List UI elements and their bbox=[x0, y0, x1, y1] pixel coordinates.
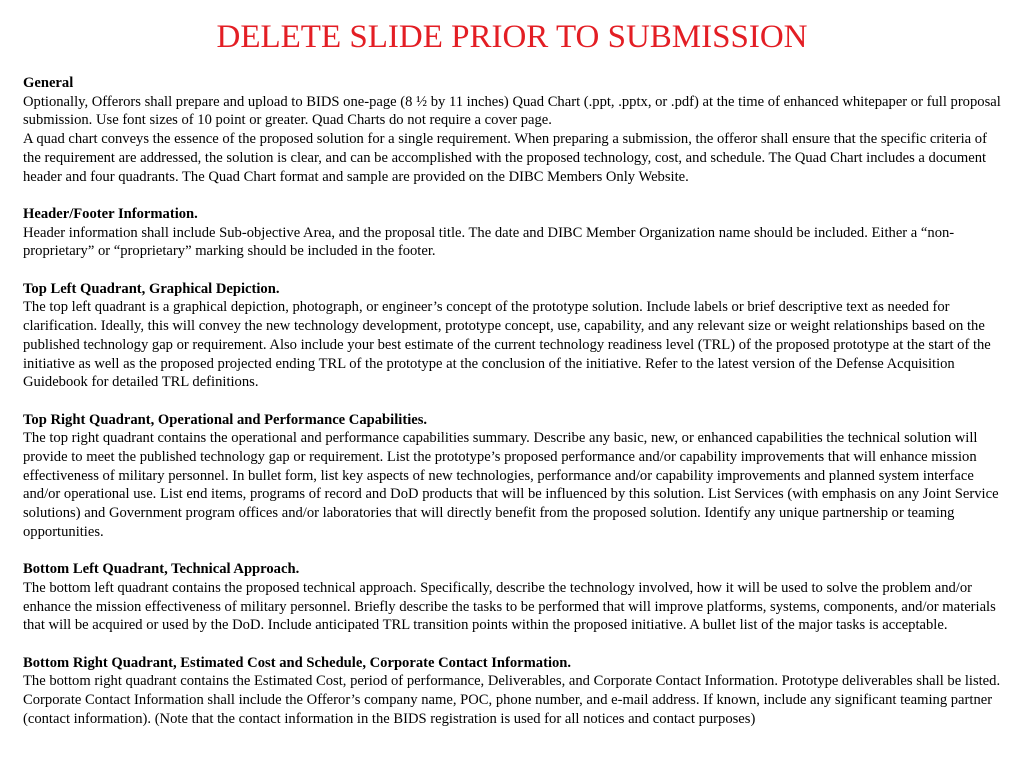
section-paragraph: A quad chart conveys the essence of the proposed solution for a single requirement. When preparing a submission, the offeror shall ensure that the specific criteria of the requirement are addressed, the solution is clear, and can be accomplished with the proposed technology, cost, and schedule. The Quad Chart includes a document header and four quadrants. The Quad Chart format and sample are provided on the DIBC Members Only Website. bbox=[23, 131, 987, 185]
section-heading: Top Right Quadrant, Operational and Performance Capabilities. bbox=[23, 411, 428, 428]
section-paragraph: The bottom left quadrant contains the proposed technical approach. Specifically, describe the technology involved, how it will be used to solve the problem and/or enhance the mission effectiveness of military personnel. Briefly describe the tasks to be performed that will improve platforms, systems, components, and/or materials that will be acquired or used by the DoD. Include anticipated TRL transition points within the proposed initiative. A bullet list of the major tasks is acceptable. bbox=[23, 579, 996, 634]
section-paragraph: The top left quadrant is a graphical depiction, photograph, or engineer’s concept of the prototype solution. Include labels or brief descriptive text as needed for clarification. Ideally, this will convey the new technology development, prototype concept, use, capability, and any relevant size or weight relationships based on the published technology gap or requirement. Also include your best estimate of the current technology readiness level (TRL) of the proposed prototype at the start of the initiative as well as the proposed projected ending TRL of the prototype at the conclusion of the initiative. Refer to the latest version of the Defense Acquisition Guidebook for detailed TRL definitions. bbox=[23, 299, 991, 391]
slide-title: DELETE SLIDE PRIOR TO SUBMISSION bbox=[216, 19, 808, 55]
section-heading: Top Left Quadrant, Graphical Depiction. bbox=[23, 280, 280, 297]
section-top-left-quadrant bbox=[23, 280, 1008, 392]
section-bottom-right-quadrant bbox=[23, 654, 1008, 729]
section-bottom-left-quadrant bbox=[23, 560, 1008, 635]
section-paragraph: Header information shall include Sub-objective Area, and the proposal title. The date and DIBC Member Organization name should be included. Either a “non-proprietary” or “proprietary” marking should be included in the footer. bbox=[23, 224, 955, 260]
slide-body bbox=[23, 74, 1008, 747]
section-top-right-quadrant bbox=[23, 411, 1008, 542]
section-heading: Header/Footer Information. bbox=[23, 205, 198, 222]
section-general bbox=[23, 74, 1008, 186]
section-heading: Bottom Right Quadrant, Estimated Cost and Schedule, Corporate Contact Information. bbox=[23, 654, 572, 671]
section-header-footer bbox=[23, 205, 1008, 261]
section-paragraph: The bottom right quadrant contains the Estimated Cost, period of performance, Deliverables, and Corporate Contact Information. Prototype deliverables shall be listed. Corporate Contact Information shall include the Offeror’s company name, POC, phone number, and e-mail address. If known, include any significant teaming partner (contact information). (Note that the contact information in the BIDS registration is used for all notices and contact purposes) bbox=[23, 673, 1001, 727]
section-paragraph: Optionally, Offerors shall prepare and upload to BIDS one-page (8 ½ by 11 inches) Quad Chart (.ppt, .pptx, or .pdf) at the time of enhanced whitepaper or full proposal submission. Use font sizes of 10 point or greater. Quad Charts do not require a cover page. bbox=[23, 93, 1001, 129]
section-paragraph: The top right quadrant contains the operational and performance capabilities summary. Describe any basic, new, or enhanced capabilities the technical solution will provide to meet the published technology gap or requirement. List the prototype’s proposed performance and/or capability improvements that will enhance mission effectiveness of military personnel. In bullet form, list key aspects of new technologies, performance and/or capability improvements and planned system interface and/or operational use. List end items, programs of record and DoD products that will be influenced by this solution. List Services (with emphasis on any Joint Service solutions) and Government program offices and/or laboratories that will directly benefit from the proposed solution. Identify any unique partnership or teaming opportunities. bbox=[23, 430, 999, 540]
section-heading: Bottom Left Quadrant, Technical Approach. bbox=[23, 561, 300, 578]
section-heading: General bbox=[23, 75, 74, 91]
